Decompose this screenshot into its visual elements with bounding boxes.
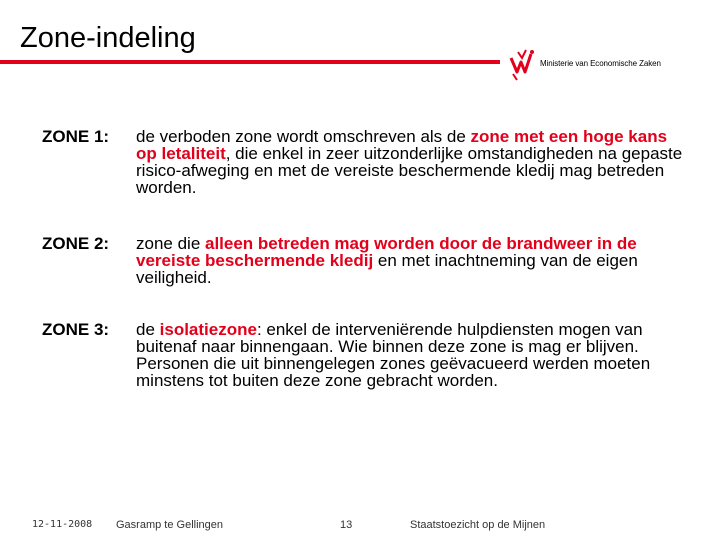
zone-3-item [42, 321, 692, 389]
zone-highlight: isolatiezone [159, 320, 257, 339]
zone-text: de verboden zone wordt omschreven als de [136, 127, 471, 146]
zone-text: , die enkel in zeer uitzonderlijke omstandigheden na gepaste risico-afweging en met de vereiste beschermende kledij mag betreden worden. [136, 144, 683, 197]
title-underline [0, 60, 500, 64]
zone-highlight: alleen betreden mag worden door de brandweer in de vereiste beschermende kledij [136, 234, 637, 270]
zone-2-item [42, 235, 692, 286]
footer-event: Gasramp te Gellingen [116, 519, 223, 531]
ministry-logo [508, 44, 720, 84]
zone-1-item [42, 128, 692, 196]
zone-description [136, 235, 692, 286]
zone-description [136, 321, 692, 389]
footer-page-number: 13 [340, 519, 353, 531]
footer-date: 12-11-2008 [32, 519, 93, 530]
ministry-emblem-icon [508, 44, 538, 84]
zone-description [136, 128, 692, 196]
zone-text: en met inachtneming van de eigen veiligheid. [136, 251, 638, 287]
footer-organization: Staatstoezicht op de Mijnen [410, 519, 546, 531]
zone-text: de [136, 320, 160, 339]
zone-text: : enkel de interveniërende hulpdiensten mogen van buitenaf naar binnengaan. Wie binnen deze zone is mag er blijven. Personen die uit binnengelegen zones geëvacueerd werden moeten minstens tot buiten deze zone gebracht worden. [136, 320, 651, 390]
zone-text: zone die [136, 234, 205, 253]
zone-label: ZONE 3: [42, 320, 110, 339]
zone-label: ZONE 1: [42, 127, 110, 146]
zone-label: ZONE 2: [42, 234, 110, 253]
logo-text: Ministerie van Economische Zaken [540, 59, 661, 68]
zone-highlight: zone met een hoge kans op letaliteit [136, 127, 668, 163]
page-title: Zone-indeling [20, 22, 196, 54]
